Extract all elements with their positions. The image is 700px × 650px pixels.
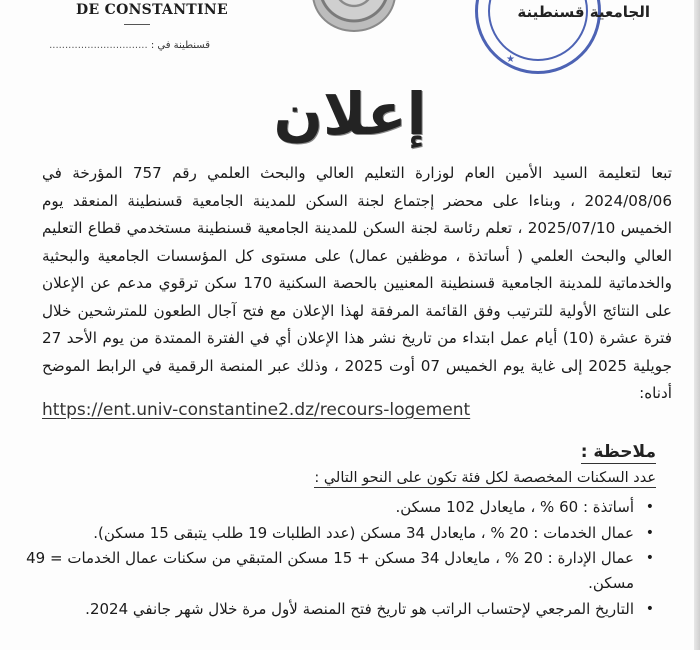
date-placeholder: ............................... xyxy=(49,40,148,51)
university-seal-icon xyxy=(312,0,396,32)
appeals-platform-link[interactable]: https://ent.univ-constantine2.dz/recours-logement xyxy=(42,400,471,420)
list-item: • عمال الخدمات : 20 % ، مايعادل 34 مسكن (عدد الطلبات 19 طلب يتبقى 15 مسكن). xyxy=(24,520,634,546)
allocation-list xyxy=(24,494,656,622)
note-subheading: عدد السكنات المخصصة لكل فئة تكون على النحو التالي : xyxy=(314,470,656,486)
stamp-star-icon: ★ xyxy=(506,54,515,65)
page-edge xyxy=(694,0,700,650)
date-label: قسنطينة في : xyxy=(150,40,210,51)
date-line xyxy=(30,40,210,51)
list-item: • التاريخ المرجعي لإحتساب الراتب هو تاريخ فتح المنصة لأول مرة خلال شهر جانفي 2024. xyxy=(24,596,634,622)
institution-name-fr: DE CONSTANTINE xyxy=(76,2,228,18)
announcement-body: تبعا لتعليمة السيد الأمين العام لوزارة التعليم العالي والبحث العلمي رقم 757 المؤرخة في 2024/08/06 ، وبناءا على محضر إجتماع لجنة السكن للمدينة الجامعية قسنطينة المنعقد يوم الخميس 2025/07/10 ، تعلم رئاسة لجنة السكن للمدينة الجامعية قسنطينة مستخدمي قطاع التعليم العالي والبحث العلمي ( أساتذة ، موظفين عمال) على مستوى كل المؤسسات الجامعية والبحثية والخدماتية للمدينة الجامعية قسنطينة المعنيين بالحصة السكنية 170 سكن ترقوي مدعم عن الإعلان على النتائج الأولية للترتيب وفق القائمة المرفقة لهذا الإعلان مع فتح آجال الطعون للمترشحين خلال فترة عشرة (10) أيام عمل ابتداء من تاريخ نشر هذا الإعلان أي في الفترة الممتدة من يوم الأحد 27 جويلية 2025 إلى غاية يوم الخميس 07 أوت 2025 ، وذلك عبر المنصة الرقمية في الرابط الموضح أدناه: xyxy=(42,164,673,402)
header-divider xyxy=(124,24,150,25)
list-item: • عمال الإدارة : 20 % ، مايعادل 34 مسكن + 15 مسكن المتبقي من سكنات عمال الخدمات = 49 مسكن. xyxy=(24,546,634,596)
announcement-title: إعلان xyxy=(273,80,427,148)
note-heading: ملاحظة : xyxy=(580,442,656,462)
institution-name-ar: الجامعية قسنطينة xyxy=(517,3,650,21)
list-item: • أساتذة : 60 % ، مايعادل 102 مسكن. xyxy=(24,494,634,520)
